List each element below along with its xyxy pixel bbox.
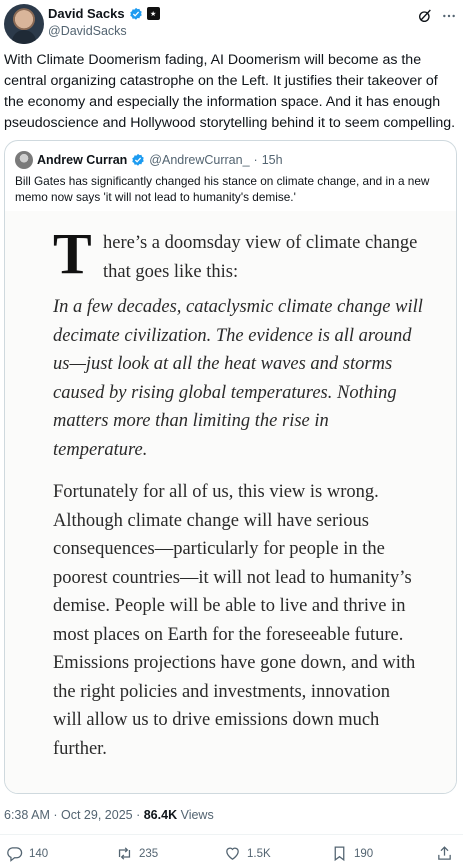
verified-badge-icon: [131, 153, 145, 167]
share-icon: [436, 845, 453, 862]
retweet-icon: [116, 845, 133, 862]
quote-separator: ·: [253, 153, 258, 167]
page-body-paragraph: Fortunately for all of us, this view is wrong. Although climate change will have serious consequences—particularly for people in the poorest countries—it will not lead to humanity’s demise. People will be able to live and thrive in most places on Earth for the foreseeable future. Emissions projections have gone down, and with the right policies and investments, innovation will allow us to drive emissions down much further.: [53, 482, 416, 759]
quote-time: 15h: [261, 153, 283, 167]
tweet-header: [4, 4, 459, 44]
like-icon: [224, 845, 241, 862]
meta-separator-2: ·: [136, 808, 141, 822]
like-button[interactable]: [224, 845, 271, 862]
page-first-lines: here’s a doomsday view of climate change that goes like this:: [103, 233, 418, 282]
quote-text: Bill Gates has significantly changed his stance on climate change, and in a new memo now says 'it will not lead to humanity's demise.': [15, 174, 430, 204]
bookmark-count: 190: [354, 847, 374, 860]
bookmark-icon: [331, 845, 348, 862]
page-dropcap: T: [53, 221, 92, 286]
author-display-name[interactable]: David Sacks: [48, 6, 125, 21]
tweet-date[interactable]: Oct 29, 2025: [61, 808, 133, 822]
affiliate-badge-icon[interactable]: ★: [147, 7, 160, 20]
verified-badge-icon: [129, 7, 143, 21]
action-bar: [0, 843, 463, 865]
views-count: 86.4K: [143, 808, 178, 822]
like-count: 1.5K: [247, 847, 271, 860]
share-button[interactable]: [436, 845, 453, 862]
quote-handle: @AndrewCurran_: [149, 153, 250, 167]
author-handle[interactable]: @DavidSacks: [48, 24, 127, 38]
views-label: Views: [180, 808, 214, 822]
quote-display-name: Andrew Curran: [37, 153, 128, 167]
reply-button[interactable]: [6, 845, 48, 862]
quoted-tweet[interactable]: [4, 140, 457, 794]
quote-image-page[interactable]: [5, 211, 456, 794]
meta-separator: ·: [53, 808, 58, 822]
author-name-row: [48, 6, 160, 21]
grok-icon[interactable]: [417, 8, 433, 24]
reply-count: 140: [29, 847, 49, 860]
reply-icon: [6, 845, 23, 862]
tweet-text: With Climate Doomerism fading, AI Doomerism will become as the central organizing catastrophe on the Left. It justifies their takeover of the economy and especially the information space. And it has enough pseudoscience and Hollywood storytelling behind it to seem compelling.: [4, 52, 456, 131]
divider: [0, 834, 463, 835]
retweet-count: 235: [139, 847, 159, 860]
bookmark-button[interactable]: [331, 845, 373, 862]
tweet-time[interactable]: 6:38 AM: [4, 808, 50, 822]
quote-header: [15, 151, 283, 169]
author-avatar[interactable]: [4, 4, 44, 44]
retweet-button[interactable]: [116, 845, 158, 862]
more-icon[interactable]: [441, 8, 457, 24]
quote-avatar: [15, 151, 33, 169]
tweet-meta: [4, 808, 214, 822]
page-italic-paragraph: In a few decades, cataclysmic climate change will decimate civilization. The evidence is all around us—just look at all the heat waves and storms caused by rising global temperatures. Nothing matters more than limiting the rise in temperature.: [53, 297, 423, 460]
